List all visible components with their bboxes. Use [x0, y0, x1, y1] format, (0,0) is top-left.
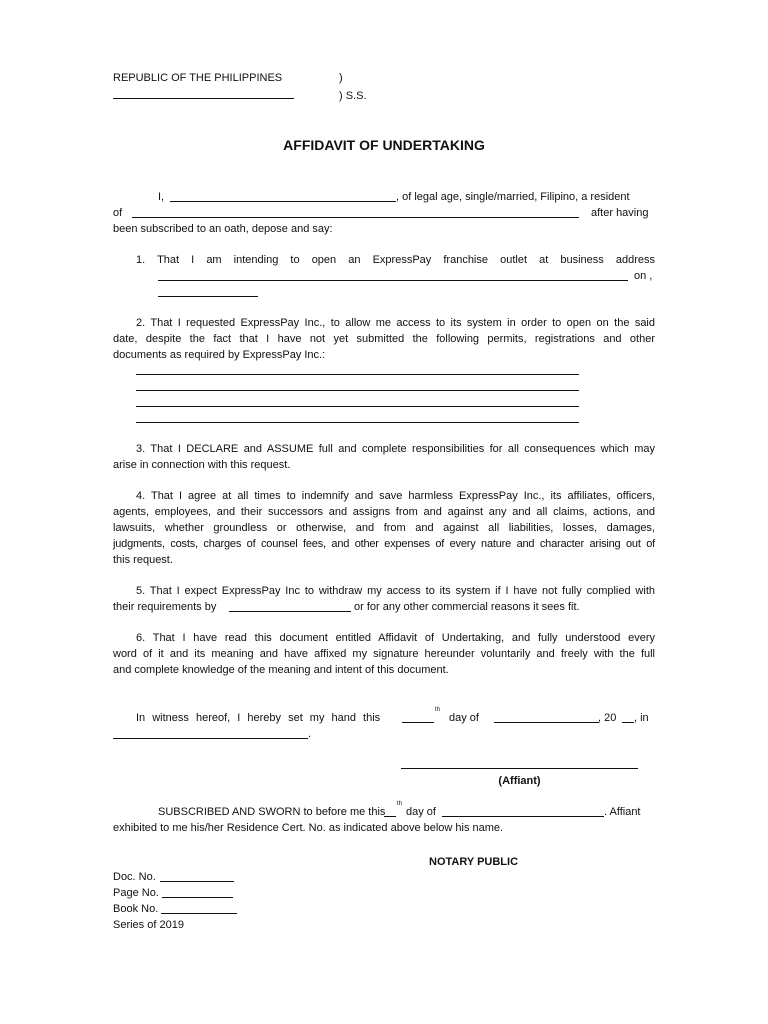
doc-no-blank[interactable]	[160, 881, 234, 882]
item1-on: on ,	[634, 270, 653, 282]
item5-line1: 5. That I expect ExpressPay Inc to withdraw my access to its system if I have not fully complied with	[136, 585, 655, 597]
item3-line2: arise in connection with this request.	[113, 459, 291, 471]
item4-line5: this request.	[113, 554, 173, 566]
item3-line1-wrap	[113, 441, 655, 457]
sworn-affiant: . Affiant	[604, 806, 641, 818]
item6-line3: and complete knowledge of the meaning and intent of this document.	[113, 664, 449, 676]
sworn-month-blank[interactable]	[442, 816, 604, 817]
intro-legal-age: , of legal age, single/married, Filipino, a resident	[396, 191, 630, 203]
item3-line1: 3. That I DECLARE and ASSUME full and complete responsibilities for all consequences which may	[136, 443, 655, 455]
item4-line3: lawsuits, whether groundless or otherwise, and from and against all liabilities, losses, damages,	[113, 522, 655, 534]
series-label: Series of 2019	[113, 919, 184, 931]
intro-i: I,	[158, 191, 165, 203]
intro-after-having: after having	[591, 207, 649, 219]
permit-blank-3[interactable]	[136, 406, 579, 407]
witness-place-blank[interactable]	[113, 738, 308, 739]
name-blank[interactable]	[170, 201, 396, 202]
witness-year-prefix: , 20	[598, 712, 617, 724]
item6-line1-wrap	[113, 630, 655, 646]
permit-blank-1[interactable]	[136, 374, 579, 375]
sworn-day-of: day of	[406, 806, 436, 818]
item2-line3: documents as required by ExpressPay Inc.:	[113, 349, 326, 361]
intro-oath: been subscribed to an oath, depose and say:	[113, 223, 333, 235]
sworn-line2: exhibited to me his/her Residence Cert. No. as indicated above below his name.	[113, 822, 504, 834]
item4-line1: 4. That I agree at all times to indemnify and save harmless ExpressPay Inc., its affiliates, officers,	[136, 490, 655, 502]
item4-line1-wrap	[113, 488, 655, 504]
ss-mark: ) S.S.	[339, 90, 367, 102]
item6-line2: word of it and its meaning and have affixed my signature hereunder voluntarily and freely with the full	[113, 648, 655, 660]
permit-blank-2[interactable]	[136, 390, 579, 391]
notary-public-label: NOTARY PUBLIC	[429, 856, 519, 868]
doc-no-label: Doc. No.	[113, 871, 156, 883]
item2-line1-wrap	[113, 315, 655, 331]
item4-line4: judgments, costs, charges of counsel fees, and other expenses of every nature and character arising out of	[113, 538, 655, 550]
witness-text-a: In witness hereof, I hereby set my hand this	[136, 712, 381, 724]
item1-text: 1. That I am intending to open an ExpressPay franchise outlet at business address	[136, 254, 655, 266]
document-title: AFFIDAVIT OF UNDERTAKING	[283, 137, 485, 153]
item6-line1: 6. That I have read this document entitled Affidavit of Undertaking, and fully understood every	[136, 632, 655, 644]
witness-day-blank[interactable]	[402, 722, 434, 723]
paren-mark: )	[339, 72, 343, 84]
book-no-blank[interactable]	[161, 913, 237, 914]
open-date-blank[interactable]	[158, 296, 258, 297]
item4-line2: agents, employees, and their successors and assigns from and against any and all claims, actions, and	[113, 506, 655, 518]
republic-label: REPUBLIC OF THE PHILIPPINES	[113, 72, 283, 84]
item5-line2b: or for any other commercial reasons it sees fit.	[354, 601, 580, 613]
affiant-label: (Affiant)	[498, 775, 541, 787]
witness-day-of: day of	[449, 712, 479, 724]
page-no-label: Page No.	[113, 887, 159, 899]
business-address-blank[interactable]	[158, 280, 628, 281]
witness-th: th	[435, 707, 441, 713]
sworn-text-a: SUBSCRIBED AND SWORN to before me this	[158, 806, 386, 818]
item5-line2a: their requirements by	[113, 601, 217, 613]
sworn-th: th	[397, 801, 403, 807]
item2-line2: date, despite the fact that I have not yet submitted the following permits, registrations and other	[113, 333, 655, 345]
venue-blank[interactable]	[113, 98, 294, 99]
residence-blank[interactable]	[132, 217, 579, 218]
sworn-day-blank[interactable]	[384, 816, 396, 817]
requirements-date-blank[interactable]	[229, 611, 351, 612]
item2-line1: 2. That I requested ExpressPay Inc., to allow me access to its system in order to open on the said	[136, 317, 655, 329]
page-no-blank[interactable]	[162, 897, 233, 898]
witness-in: , in	[634, 712, 649, 724]
permit-blank-4[interactable]	[136, 422, 579, 423]
affiant-signature-blank[interactable]	[401, 768, 638, 769]
witness-year-blank[interactable]	[622, 722, 634, 723]
witness-month-blank[interactable]	[494, 722, 599, 723]
item5-line1-wrap	[113, 583, 655, 599]
witness-period: .	[308, 728, 312, 740]
intro-of: of	[113, 207, 123, 219]
book-no-label: Book No.	[113, 903, 159, 915]
